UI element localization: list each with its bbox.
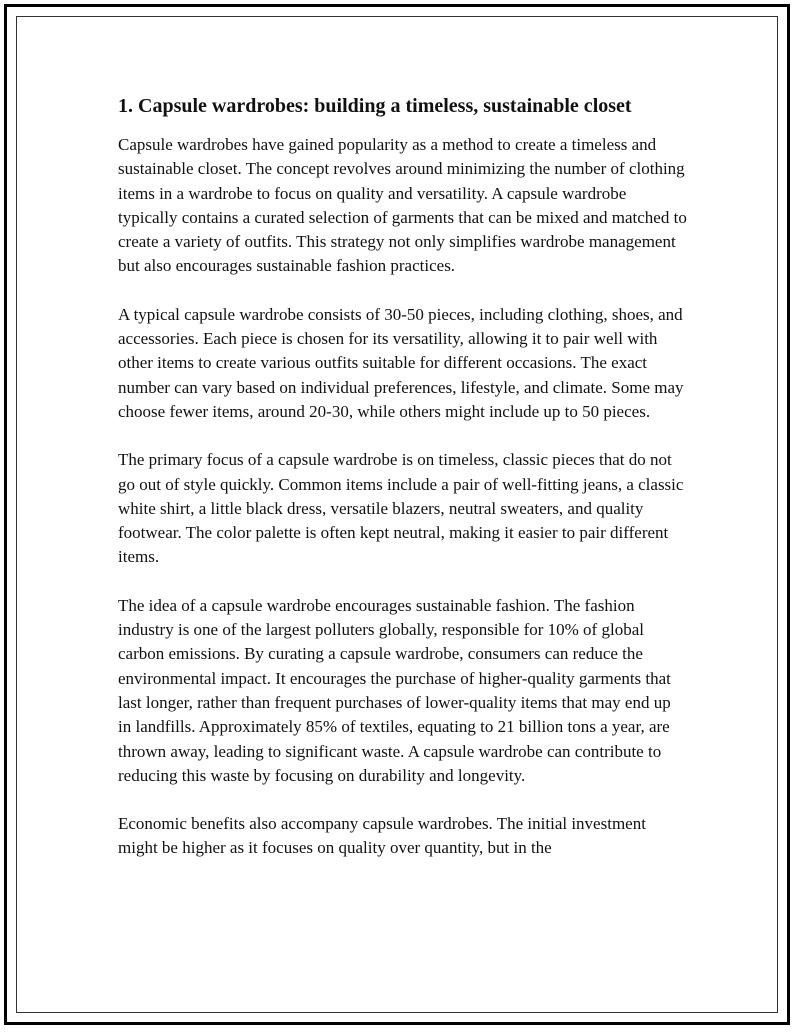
paragraph-economic-benefits: Economic benefits also accompany capsule wardrobes. The initial investment might be higher as it focuses on quality over quantity, but in the [118, 814, 646, 858]
paragraph-composition: A typical capsule wardrobe consists of 30-50 pieces, including clothing, shoes, and accessories. Each piece is chosen for its versatility, allowing it to pair well with other items to create various outfits suitable for different occasions. The exact number can vary based on individual preferences, lifestyle, and climate. Some may choose fewer items, around 20-30, while others might include up to 50 pieces. [118, 304, 684, 421]
paragraph-timeless-pieces: The primary focus of a capsule wardrobe is on timeless, classic pieces that do not go out of style quickly. Common items include a pair of well-fitting jeans, a classic white shirt, a little black dress, versatile blazers, neutral sweaters, and quality footwear. The color palette is often kept neutral, making it easier to pair different items. [118, 450, 684, 567]
paragraph-sustainability: The idea of a capsule wardrobe encourages sustainable fashion. The fashion industry is one of the largest polluters globally, responsible for 10% of global carbon emissions. By curating a capsule wardrobe, consumers can reduce the environmental impact. It encourages the purchase of higher-quality garments that last longer, rather than frequent purchases of lower-quality items that may end up in landfills. Approximately 85% of textiles, equating to 21 billion tons a year, are thrown away, leading to significant waste. A capsule wardrobe can contribute to reducing this waste by focusing on durability and longevity. [118, 595, 671, 785]
paragraph-intro: Capsule wardrobes have gained popularity as a method to create a timeless and sustainable closet. The concept revolves around minimizing the number of clothing items in a wardrobe to focus on quality and versatility. A capsule wardrobe typically contains a curated selection of garments that can be mixed and matched to create a variety of outfits. This strategy not only simplifies wardrobe management but also encourages sustainable fashion practices. [118, 135, 687, 276]
document-body [118, 92, 688, 885]
section-heading: 1. Capsule wardrobes: building a timeless, sustainable closet [118, 95, 632, 117]
